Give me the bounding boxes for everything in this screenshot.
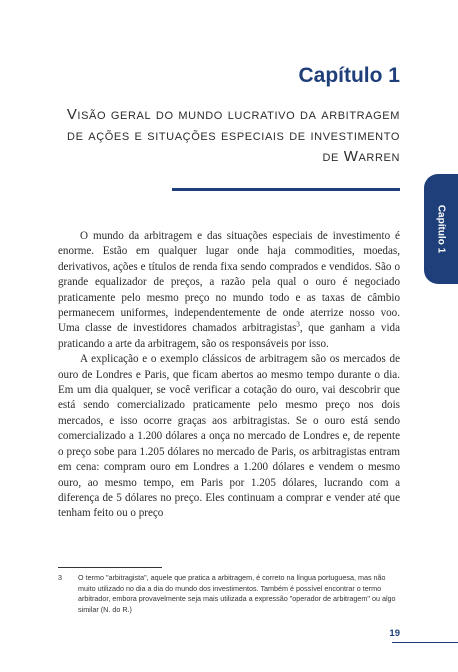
- paragraph-1-text-end: , que ganham a vida praticando a arte da arbitragem, são os responsáveis por isso.: [58, 322, 400, 350]
- chapter-title: Visão geral do mundo lucrativo da arbitragem de ações e situações especiais de investimento de Warren: [66, 106, 400, 165]
- footnote: [58, 573, 400, 615]
- paragraph-1-text: O mundo da arbitragem e das situações especiais de investimento é enorme. Estão em qualquer lugar onde haja commodities, moedas, derivativos, ações e títulos de renda fixa sendo comprados e vendidos. São o grande equalizador de preços, a razão pela qual o ouro é negociado praticamente pelo mesmo preço no mundo todo e as taxas de câmbio permanecem uniformes, independentemente de onde aterrize nosso voo. Uma classe de investidores chamados arbitragistas: [58, 230, 400, 335]
- footnote-rule: [58, 567, 162, 568]
- footnote-text: O termo "arbitragista", aquele que pratica a arbitragem, é correto na língua portuguesa, mas não muito utilizado no dia a dia do mundo dos investimentos. Também é possível encontrar o termo arbitrador, embora provavelmente seja mais utilizada a expressão "operador de arbitragem" ou algo similar (N. do R.): [78, 573, 396, 614]
- page-number-rule: [392, 642, 458, 643]
- paragraph-1: [58, 229, 400, 352]
- page-number: 19: [389, 628, 400, 639]
- paragraph-2: A explicação e o exemplo clássicos de arbitragem são os mercados de ouro de Londres e Paris, que ficam abertos ao mesmo tempo durante o dia. Em um dia qualquer, se você verificar a cotação do ouro, vai descobrir que está sendo comercializado praticamente pelo mesmo preço nos dois mercados, e isso ocorre graças aos arbitragistas. Se o ouro está sendo comercializado a 1.200 dólares a onça no mercado de Londres e, de repente o preço sobe para 1.205 dólares no mercado de Paris, os arbitragistas entram em cena: compram ouro em Londres a 1.200 dólares e vendem o mesmo ouro, ao mesmo tempo, em Paris por 1.205 dólares, lucrando com a diferença de 5 dólares no preço. Eles continuam a comprar e vender até que tenham feito ou o preço: [58, 353, 400, 520]
- title-rule: [172, 188, 400, 191]
- footnote-reference: 3: [296, 320, 300, 329]
- body-text: [58, 229, 400, 522]
- footnote-number: 3: [58, 573, 62, 582]
- side-tab-label: Capítulo 1: [435, 204, 447, 254]
- chapter-label: Capítulo 1: [298, 64, 400, 87]
- side-tab: [424, 174, 458, 284]
